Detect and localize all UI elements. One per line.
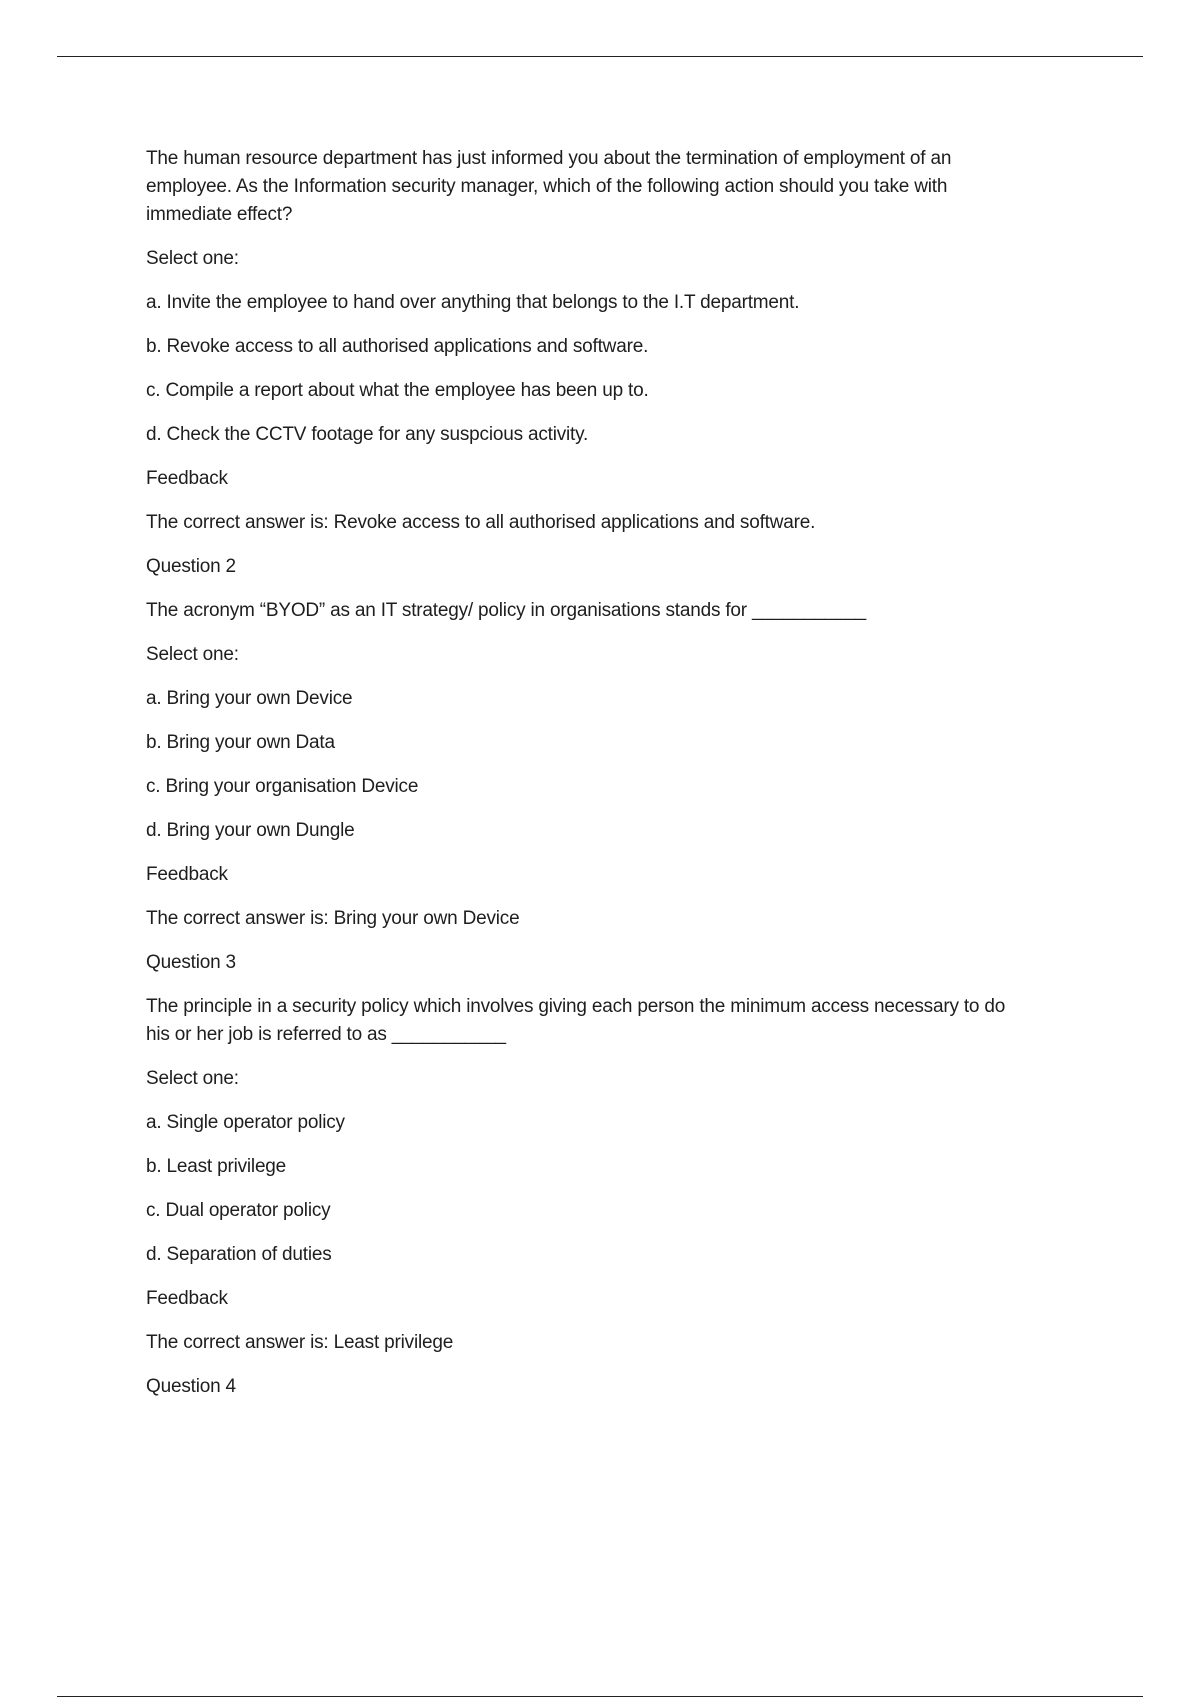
answer-option: d. Separation of duties [146, 1244, 332, 1265]
question-label: Question 3 [146, 952, 236, 973]
feedback-label: Feedback [146, 864, 228, 885]
correct-answer: The correct answer is: Bring your own Device [146, 908, 520, 929]
footer-rule [57, 1696, 1143, 1697]
select-one-label: Select one: [146, 644, 239, 665]
select-one-label: Select one: [146, 248, 239, 269]
question-text-line: The acronym “BYOD” as an IT strategy/ policy in organisations stands for ___________ [146, 600, 867, 621]
select-one-label: Select one: [146, 1068, 239, 1089]
answer-option: a. Single operator policy [146, 1112, 345, 1133]
document-body [146, 145, 1086, 1401]
header-rule [57, 56, 1143, 57]
correct-answer: The correct answer is: Least privilege [146, 1332, 454, 1353]
correct-answer: The correct answer is: Revoke access to all authorised applications and software. [146, 512, 816, 533]
answer-option: d. Bring your own Dungle [146, 820, 355, 841]
question-label: Question 2 [146, 556, 236, 577]
question-text-line: employee. As the Information security manager, which of the following action should you take with [146, 176, 948, 197]
question-4-label: Question 4 [146, 1376, 236, 1397]
answer-option: a. Invite the employee to hand over anything that belongs to the I.T department. [146, 292, 800, 313]
question-3 [146, 949, 1086, 1373]
feedback-label: Feedback [146, 468, 228, 489]
question-text-line: immediate effect? [146, 204, 293, 225]
question-2 [146, 553, 1086, 949]
question-1 [146, 145, 1086, 553]
feedback-label: Feedback [146, 1288, 228, 1309]
question-text-line: The human resource department has just informed you about the termination of employment of an [146, 148, 952, 169]
answer-option: b. Bring your own Data [146, 732, 335, 753]
answer-option: a. Bring your own Device [146, 688, 353, 709]
answer-option: b. Least privilege [146, 1156, 287, 1177]
answer-option: b. Revoke access to all authorised applications and software. [146, 336, 649, 357]
answer-option: c. Bring your organisation Device [146, 776, 419, 797]
answer-option: d. Check the CCTV footage for any suspcious activity. [146, 424, 589, 445]
answer-option: c. Dual operator policy [146, 1200, 331, 1221]
question-text-line: his or her job is referred to as ___________ [146, 1024, 506, 1045]
answer-option: c. Compile a report about what the employee has been up to. [146, 380, 649, 401]
question-text-line: The principle in a security policy which involves giving each person the minimum access necessary to do [146, 996, 1006, 1017]
